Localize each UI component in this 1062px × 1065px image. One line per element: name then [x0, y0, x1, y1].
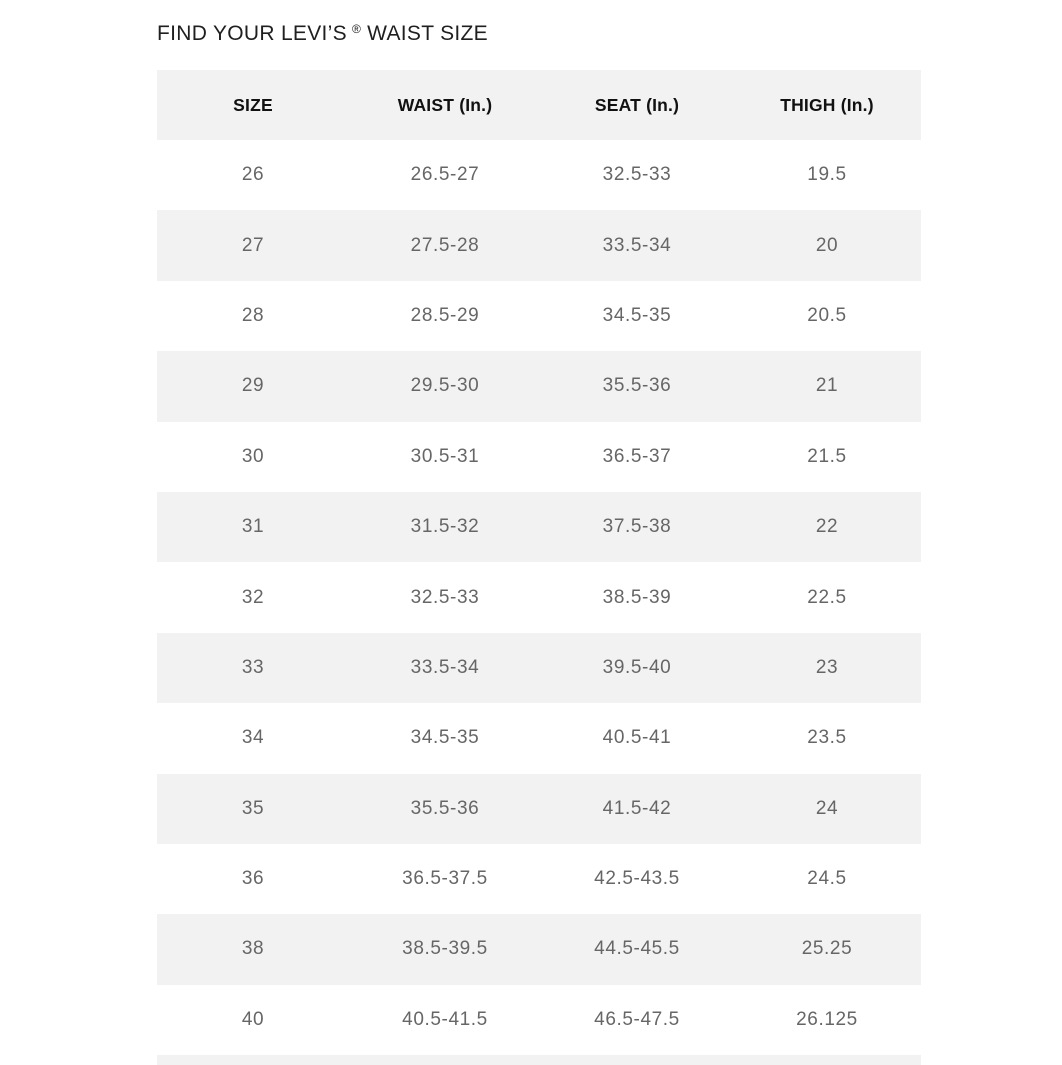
cell-seat: 37.5-38	[602, 516, 672, 538]
cell-thigh: 24	[815, 797, 839, 819]
cell-waist: 36.5-37.5	[402, 868, 488, 890]
cell-size: 30	[241, 445, 265, 467]
page-title	[157, 22, 488, 46]
cell-size: 38	[241, 938, 265, 960]
cell-size: 35	[241, 797, 265, 819]
table-row	[157, 351, 921, 421]
cell-seat: 46.5-47.5	[594, 1008, 680, 1030]
title-suffix: WAIST SIZE	[367, 22, 488, 45]
cell-thigh: 25.25	[801, 938, 853, 960]
header-thigh: THIGH (In.)	[780, 94, 874, 115]
cell-waist: 35.5-36	[410, 797, 480, 819]
cell-waist: 34.5-35	[410, 727, 480, 749]
cell-seat: 36.5-37	[602, 445, 672, 467]
cell-size: 36	[241, 868, 265, 890]
header-seat: SEAT (In.)	[594, 94, 680, 115]
cell-waist: 30.5-31	[410, 445, 480, 467]
cell-waist: 27.5-28	[410, 234, 480, 256]
cell-thigh: 22.5	[807, 586, 847, 608]
cell-size: 28	[241, 304, 265, 326]
cell-thigh: 22	[815, 516, 839, 538]
table-row	[157, 914, 921, 984]
table-row	[157, 422, 921, 492]
cell-waist: 38.5-39.5	[402, 938, 488, 960]
table-row	[157, 281, 921, 351]
cell-waist: 29.5-30	[410, 375, 480, 397]
cell-waist: 32.5-33	[410, 586, 480, 608]
cell-seat: 39.5-40	[602, 656, 672, 678]
cell-waist: 28.5-29	[410, 304, 480, 326]
registered-trademark-mark: ®	[351, 22, 362, 36]
cell-seat: 34.5-35	[602, 304, 672, 326]
cell-size: 31	[241, 516, 265, 538]
cell-waist: 33.5-34	[410, 656, 480, 678]
cell-thigh: 26.125	[796, 1008, 858, 1030]
table-row	[157, 492, 921, 562]
cell-thigh: 21.5	[807, 445, 847, 467]
cell-thigh: 23.5	[807, 727, 847, 749]
cell-waist: 40.5-41.5	[402, 1008, 488, 1030]
cell-thigh: 20.5	[807, 304, 847, 326]
table-row	[157, 140, 921, 210]
cell-size: 40	[241, 1008, 265, 1030]
table-row	[157, 844, 921, 914]
cell-size: 26	[241, 164, 265, 186]
cell-size: 27	[241, 234, 265, 256]
header-size: SIZE	[233, 94, 273, 115]
cell-seat: 44.5-45.5	[594, 938, 680, 960]
cell-waist: 31.5-32	[410, 516, 480, 538]
table-row-cutoff	[157, 1055, 921, 1065]
table-row	[157, 985, 921, 1055]
table-row	[157, 562, 921, 632]
table-row	[157, 703, 921, 773]
cell-thigh: 23	[815, 656, 839, 678]
cell-seat: 35.5-36	[602, 375, 672, 397]
cell-size: 33	[241, 656, 265, 678]
cell-size: 34	[241, 727, 265, 749]
cell-thigh: 19.5	[807, 164, 847, 186]
cell-seat: 33.5-34	[602, 234, 672, 256]
cell-thigh: 20	[815, 234, 839, 256]
cell-thigh: 21	[815, 375, 839, 397]
cell-size: 29	[241, 375, 265, 397]
table-row	[157, 210, 921, 280]
title-text: FIND YOUR LEVI’S	[157, 22, 347, 45]
cell-seat: 32.5-33	[602, 164, 672, 186]
cell-thigh: 24.5	[807, 868, 847, 890]
header-waist: WAIST (In.)	[397, 94, 493, 115]
cell-seat: 38.5-39	[602, 586, 672, 608]
cell-waist: 26.5-27	[410, 164, 480, 186]
cell-seat: 41.5-42	[602, 797, 672, 819]
cell-seat: 42.5-43.5	[594, 868, 680, 890]
table-header-row	[157, 70, 921, 140]
table-row	[157, 633, 921, 703]
cell-size: 32	[241, 586, 265, 608]
waist-size-table	[157, 70, 921, 1065]
cell-seat: 40.5-41	[602, 727, 672, 749]
table-row	[157, 774, 921, 844]
